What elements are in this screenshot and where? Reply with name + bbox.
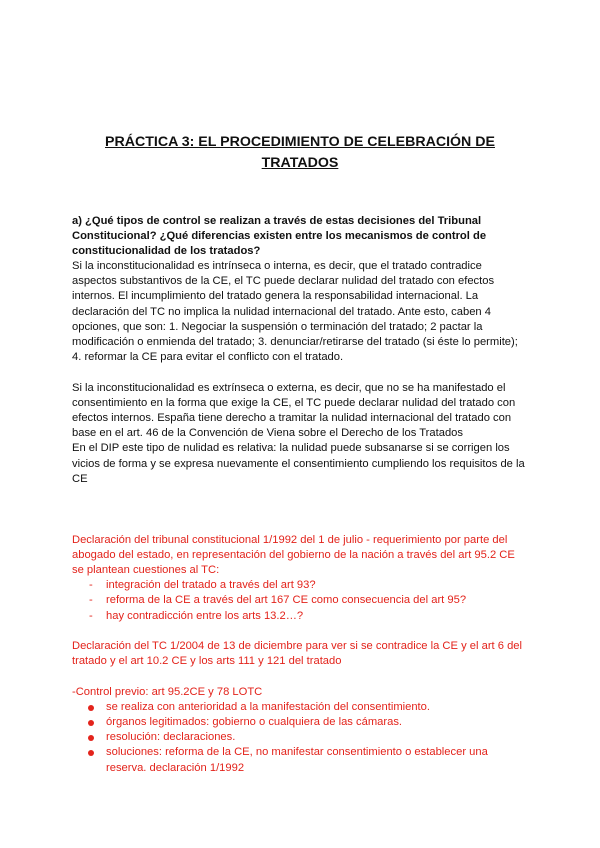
spacer xyxy=(72,502,528,517)
spacer xyxy=(72,669,528,684)
list-item xyxy=(72,578,528,593)
list-item-text: órganos legitimados: gobierno o cualquiera de las cámaras. xyxy=(106,716,403,728)
paragraph-internal-unconstitutionality: Si la inconstitucionalidad es intrínseca o interna, es decir, que el tratado contradice aspectos substantivos de la CE, el TC puede declarar nulidad del tratado con efectos internos. El incumplimiento del tratado genera la responsabilidad internacional. La declaración del TC no implica la nulidad internacional del tratado. Ante esto, caben 4 opciones, que son: 1. Negociar la suspensión o terminación del tratado; 2 pactar la modificación o enmienda del tratado; 3. denunciar/retirarse del tratado (si éste lo permite); 4. reformar la CE para evitar el conflicto con el tratado. xyxy=(72,260,518,364)
list-item-text: reforma de la CE a través del art 167 CE como consecuencia del art 95? xyxy=(106,594,467,607)
questions-list xyxy=(72,578,528,624)
spacer xyxy=(72,624,528,639)
question-heading: a) ¿Qué tipos de control se realizan a través de estas decisiones del Tribunal Constitucional? ¿Qué diferencias existen entre los mecanismos de control de constitucionalidad de los tratados? xyxy=(72,215,487,257)
list-item-text: integración del tratado a través del art 93? xyxy=(106,579,316,592)
control-previo-heading: -Control previo: art 95.2CE y 78 LOTC xyxy=(72,685,263,698)
control-previo-list xyxy=(72,700,528,776)
list-item xyxy=(72,715,528,730)
list-item-text: soluciones: reforma de la CE, no manifestar consentimiento o establecer una reserva. declaración 1/1992 xyxy=(106,746,488,774)
tc-declaration-2004: Declaración del TC 1/2004 de 13 de diciembre para ver si se contradice la CE y el art 6 del tratado y el art 10.2 CE y los arts 111 y 121 del tratado xyxy=(72,640,523,668)
dash-marker: - xyxy=(89,594,93,607)
tc-declaration-1992: Declaración del tribunal constitucional 1/1992 del 1 de julio - requerimiento por parte del abogado del estado, en representación del gobierno de la nación a través del art 95.2 CE se plantean cuestiones al TC: xyxy=(72,533,515,576)
paragraph-external-unconstitutionality: Si la inconstitucionalidad es extrínseca o externa, es decir, que no se ha manifestado el consentimiento en la forma que exige la CE, el TC puede declarar nulidad del tratado con efectos internos. España tiene derecho a tramitar la nulidad internacional del tratado con base en el art. 46 de la Convención de Viena sobre el Derecho de los Tratados xyxy=(72,381,516,440)
list-item-text: se realiza con anterioridad a la manifestación del consentimiento. xyxy=(106,700,431,713)
list-item xyxy=(72,700,528,715)
title-line-2: TRATADOS xyxy=(261,155,339,171)
list-item-text: resolución: declaraciones. xyxy=(106,731,236,744)
spacer xyxy=(72,487,528,502)
list-item xyxy=(72,730,528,745)
spacer xyxy=(72,365,528,380)
paragraph-dip-nullity: En el DIP este tipo de nulidad es relativa: la nulidad puede subsanarse si se corrigen los vicios de forma y se expresa nuevamente el consentimiento cumpliendo los requisitos de la CE xyxy=(72,442,525,485)
bullet-icon xyxy=(88,705,94,711)
list-item xyxy=(72,745,528,775)
list-item-text: hay contradicción entre los arts 13.2…? xyxy=(106,609,304,622)
bullet-icon xyxy=(88,720,94,726)
list-item xyxy=(72,593,528,608)
bullet-icon xyxy=(88,750,94,756)
title-line-1: PRÁCTICA 3: EL PROCEDIMIENTO DE CELEBRACIÓN DE xyxy=(105,134,495,150)
document-title xyxy=(72,132,528,174)
dash-marker: - xyxy=(89,579,93,592)
dash-marker: - xyxy=(89,609,93,622)
bullet-icon xyxy=(88,735,94,741)
list-item xyxy=(72,609,528,624)
document-page xyxy=(72,132,528,776)
spacer xyxy=(72,517,528,532)
